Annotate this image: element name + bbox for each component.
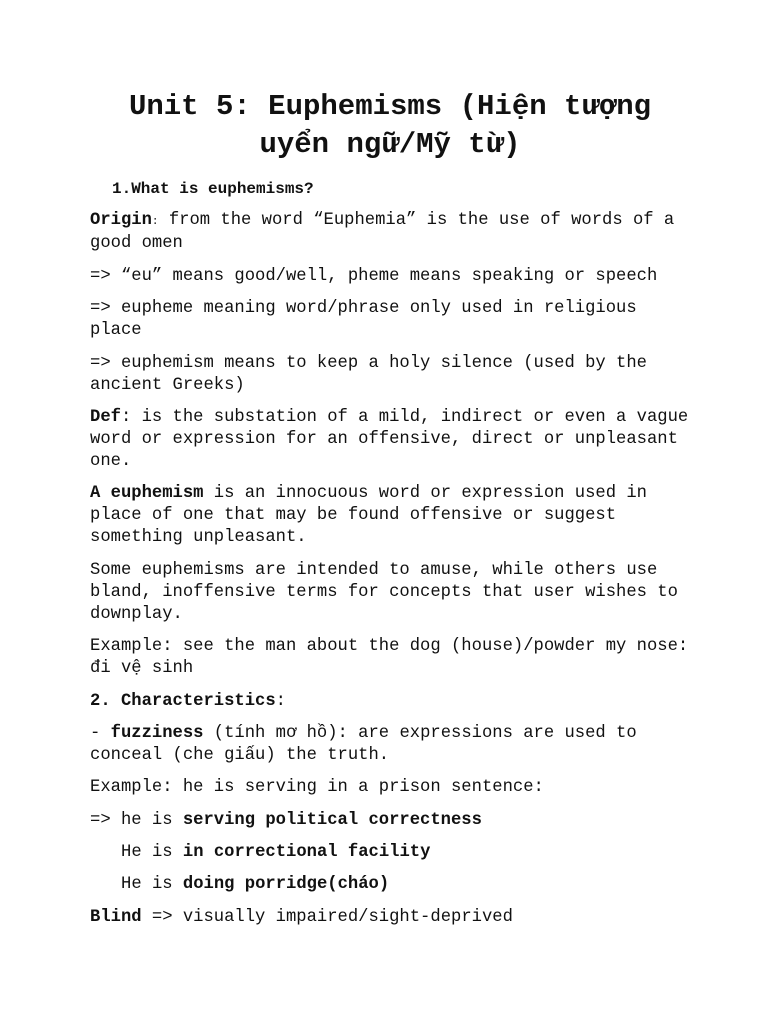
def-text: : is the substation of a mild, indirect or even a vague word or expression for an offensive, direct or unpleasant one.: [90, 407, 699, 471]
serving-line: [90, 810, 690, 832]
porridge-bold: doing porridge(cháo): [182, 875, 390, 895]
section-2-label: Characteristics: [120, 691, 276, 711]
page-title: [70, 88, 710, 164]
arrow-line-2: => eupheme meaning word/phrase only used in religious place: [90, 299, 647, 341]
arrow-line-3: => euphemism means to keep a holy silence (used by the ancient Greeks): [90, 353, 658, 395]
def-paragraph: [90, 407, 699, 473]
title-line-2: uyển ngữ/Mỹ từ): [259, 128, 521, 161]
a-euphemism-text: is an innocuous word or expression used in place of one that may be found offensive or suggest something unpleasant.: [90, 484, 658, 548]
example-1-paragraph: Example: see the man about the dog (house)/powder my nose: đi vệ sinh: [90, 637, 699, 679]
arrow-line-1: => “eu” means good/well, pheme means speaking or speech: [90, 266, 658, 286]
origin-paragraph: [90, 210, 690, 255]
origin-separator: :: [151, 216, 159, 229]
correctional-line: [90, 842, 690, 864]
correctional-bold: in correctional facility: [182, 843, 431, 863]
section-2-number: 2.: [90, 691, 121, 711]
document-page: [90, 88, 699, 939]
porridge-line: [90, 874, 690, 896]
section-2-colon: :: [275, 691, 286, 711]
porridge-prefix: He is: [121, 875, 183, 895]
blind-line: [90, 907, 690, 929]
serving-bold: serving political correctness: [182, 810, 482, 830]
serving-prefix: => he is: [90, 810, 183, 830]
title-line-1: Unit 5: Euphemisms (Hiện tượng: [128, 90, 652, 123]
correctional-prefix: He is: [121, 843, 183, 863]
section-2-heading: [90, 691, 690, 713]
origin-text: from the word “Euphemia” is the use of words of a good omen: [90, 211, 685, 254]
section-1-heading: 1.What is euphemisms?: [112, 180, 314, 198]
blind-text: => visually impaired/sight-deprived: [141, 907, 513, 927]
fuzziness-dash: -: [90, 723, 111, 743]
a-euphemism-paragraph: [90, 483, 690, 549]
def-label: Def: [90, 407, 121, 427]
a-euphemism-label: A euphemism: [90, 484, 204, 504]
fuzziness-label: fuzziness: [110, 723, 204, 743]
example-2-paragraph: Example: he is serving in a prison sentence:: [90, 778, 544, 798]
fuzziness-paragraph: [90, 723, 690, 767]
fuzziness-text: (tính mơ hồ): are expressions are used to conceal (che giấu) the truth.: [90, 723, 647, 765]
origin-label: Origin: [90, 211, 152, 231]
some-euphemisms-paragraph: Some euphemisms are intended to amuse, while others use bland, inoffensive terms for concepts that user wishes to downplay.: [90, 560, 689, 624]
blind-label: Blind: [90, 907, 142, 927]
